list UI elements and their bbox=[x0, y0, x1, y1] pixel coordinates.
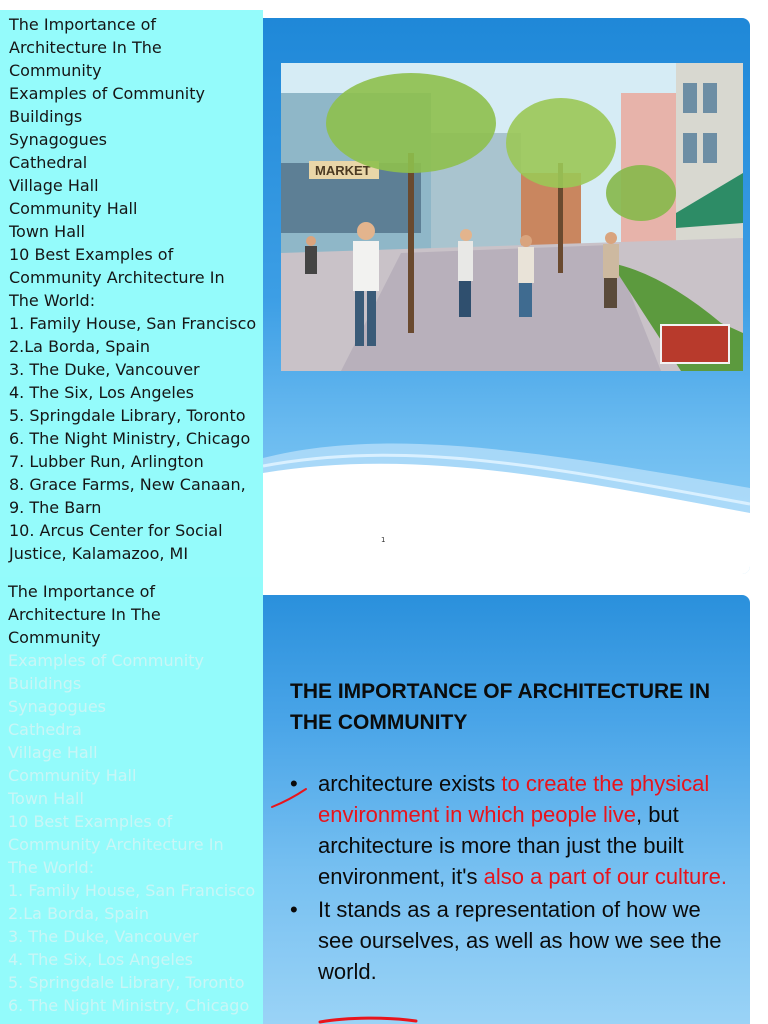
slide-title: THE IMPORTANCE OF ARCHITECTURE IN THE COMMUNITY bbox=[290, 680, 710, 734]
bullet-text: architecture exists bbox=[318, 771, 502, 796]
bullet-item bbox=[290, 768, 740, 892]
toc-line-faded[interactable]: 6. The Night Ministry, Chicago bbox=[8, 996, 250, 1015]
highlighted-text: also a part of our culture. bbox=[483, 864, 727, 889]
toc-line[interactable]: 8. Grace Farms, New Canaan, bbox=[9, 475, 246, 494]
toc-line-faded[interactable]: Examples of Community bbox=[8, 651, 204, 670]
slide-1[interactable] bbox=[263, 18, 750, 574]
pen-underline-mark bbox=[318, 1015, 418, 1024]
street-scene-illustration bbox=[281, 63, 743, 371]
market-sign: MARKET bbox=[315, 163, 371, 178]
toc-line[interactable]: Community Hall bbox=[9, 199, 138, 218]
toc-line[interactable]: Community Architecture In bbox=[9, 268, 225, 287]
street-scene-drawing bbox=[281, 63, 743, 371]
toc-line[interactable]: 6. The Night Ministry, Chicago bbox=[9, 429, 251, 448]
toc-line[interactable]: Cathedral bbox=[9, 153, 88, 172]
toc-line[interactable]: 10 Best Examples of bbox=[9, 245, 174, 264]
slide-number: 1 bbox=[381, 536, 386, 544]
toc-line-faded[interactable]: Buildings bbox=[8, 674, 82, 693]
toc-line-faded[interactable]: 3. The Duke, Vancouver bbox=[8, 927, 199, 946]
toc-line[interactable]: 3. The Duke, Vancouver bbox=[9, 360, 200, 379]
toc-line-active[interactable]: The Importance of bbox=[8, 582, 156, 601]
toc-line-faded[interactable]: 4. The Six, Los Angeles bbox=[8, 950, 193, 969]
toc-line-faded[interactable]: 5. Springdale Library, Toronto bbox=[8, 973, 245, 992]
toc-line[interactable]: Architecture In The bbox=[9, 38, 162, 57]
toc-line[interactable]: 2.La Borda, Spain bbox=[9, 337, 150, 356]
toc-panel-2 bbox=[0, 577, 263, 1024]
toc-panel-1 bbox=[0, 10, 263, 577]
toc-line-faded[interactable]: Community Architecture In bbox=[8, 835, 224, 854]
bullet-item bbox=[290, 894, 740, 987]
toc-line[interactable]: 9. The Barn bbox=[9, 498, 102, 517]
bullet-text: It stands as a representation of how we see ourselves, as well as how we see the world. bbox=[318, 897, 722, 984]
toc-line-faded[interactable]: Community Hall bbox=[8, 766, 137, 785]
toc-line[interactable]: 4. The Six, Los Angeles bbox=[9, 383, 194, 402]
bullet-marker: • bbox=[290, 897, 298, 922]
toc-line[interactable]: Town Hall bbox=[9, 222, 85, 241]
toc-line-active[interactable]: Architecture In The bbox=[8, 605, 161, 624]
toc-line[interactable]: 7. Lubber Run, Arlington bbox=[9, 452, 204, 471]
toc-line[interactable]: Community bbox=[9, 61, 102, 80]
toc-line[interactable]: Examples of Community bbox=[9, 84, 205, 103]
toc-line-faded[interactable]: 2.La Borda, Spain bbox=[8, 904, 149, 923]
toc-line-faded[interactable]: The World: bbox=[8, 858, 95, 877]
toc-line[interactable]: 10. Arcus Center for Social bbox=[9, 521, 223, 540]
toc-line-faded[interactable]: 10 Best Examples of bbox=[8, 812, 173, 831]
toc-line[interactable]: The World: bbox=[9, 291, 96, 310]
decorative-wave bbox=[263, 418, 750, 574]
toc-line-faded[interactable]: 1. Family House, San Francisco bbox=[8, 881, 256, 900]
bullet-marker: • bbox=[290, 771, 298, 796]
toc-line[interactable]: 1. Family House, San Francisco bbox=[9, 314, 257, 333]
toc-line[interactable]: Village Hall bbox=[9, 176, 99, 195]
slide-2[interactable] bbox=[263, 595, 750, 1024]
bullet-list bbox=[290, 768, 740, 989]
toc-line[interactable]: Buildings bbox=[9, 107, 83, 126]
toc-line[interactable]: The Importance of bbox=[9, 15, 157, 34]
toc-line-active[interactable]: Community bbox=[8, 628, 101, 647]
toc-line-faded[interactable]: Town Hall bbox=[8, 789, 84, 808]
toc-line-faded[interactable]: Synagogues bbox=[8, 697, 106, 716]
toc-line[interactable]: 5. Springdale Library, Toronto bbox=[9, 406, 246, 425]
toc-line[interactable]: Synagogues bbox=[9, 130, 107, 149]
bullet-text: , but architecture is more than just the built environment, it's bbox=[318, 802, 684, 889]
toc-line[interactable]: Justice, Kalamazoo, MI bbox=[9, 544, 189, 563]
toc-line-faded[interactable]: Cathedra bbox=[8, 720, 82, 739]
highlighted-text: to create the physical environment in which people live bbox=[318, 771, 710, 827]
toc-line-faded[interactable]: Village Hall bbox=[8, 743, 98, 762]
